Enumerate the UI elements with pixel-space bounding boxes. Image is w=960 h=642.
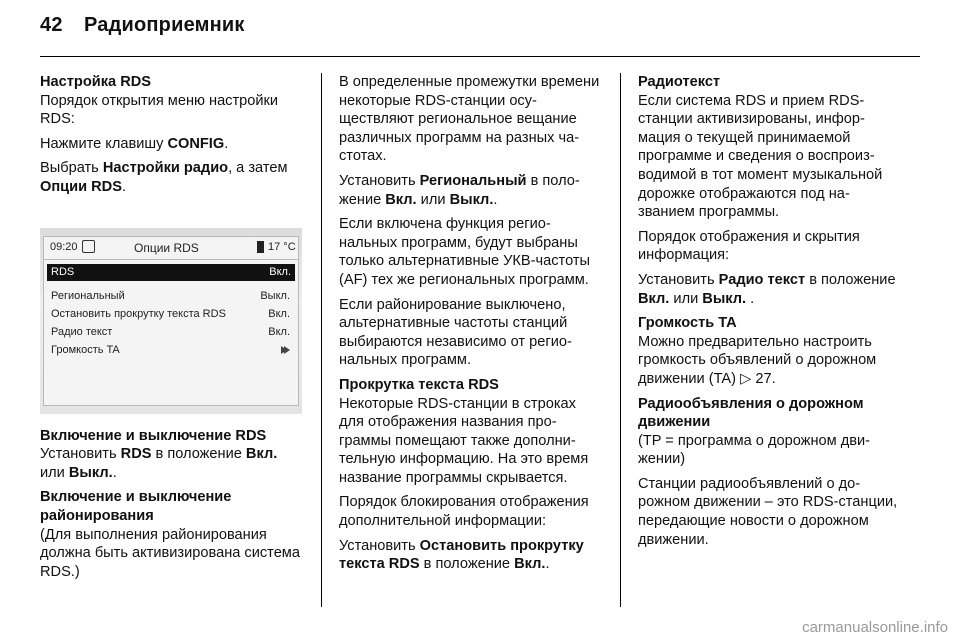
paragraph: Выбрать Настройки радио, а затем Опции RDS. bbox=[40, 160, 288, 195]
menu-row bbox=[51, 308, 290, 324]
header-rule bbox=[40, 56, 920, 57]
paragraph: Если районирование выключено, альтернативные частоты станций выбираются независимо от региональных программ. bbox=[339, 296, 572, 369]
back-icon bbox=[82, 240, 95, 253]
phone-icon bbox=[257, 241, 264, 253]
paragraph: Можно предварительно настроить громкость объявлений о дорожном движении (TA) ▷ 27. bbox=[638, 333, 877, 387]
column-2 bbox=[339, 73, 601, 580]
menu-row-label: Остановить прокрутку текста RDS bbox=[51, 308, 226, 320]
page-header bbox=[40, 14, 245, 37]
section-heading: Радиотекст bbox=[638, 74, 721, 90]
section-heading: Включение и выключение районирования bbox=[40, 489, 232, 524]
paragraph: Установить Остановить прокрутку текста RDS в положение Вкл.. bbox=[339, 537, 584, 573]
watermark: carmanualsonline.info bbox=[802, 619, 948, 636]
paragraph: Если система RDS и прием RDS-станции активизированы, информация о текущей принимаемой программе и сведения о воспроизводимой в тот момент музыкальной дорожке отображаются под названием программы. bbox=[638, 92, 883, 221]
menu-row-label: Региональный bbox=[51, 290, 125, 302]
menu-row-label: Радио текст bbox=[51, 326, 113, 338]
menu-row-value: Выкл. bbox=[260, 290, 290, 302]
column-3 bbox=[638, 73, 900, 555]
paragraph: Установить RDS в положение Вкл. или Выкл.. bbox=[40, 446, 278, 481]
page-title: Радиоприемник bbox=[84, 14, 245, 36]
section-heading: Радиообъявления о дорожном движении bbox=[638, 395, 864, 431]
page-reference-icon[interactable]: ▷ bbox=[740, 370, 752, 387]
menu-row bbox=[51, 344, 290, 360]
menu-row-label: Громкость TA bbox=[51, 344, 120, 356]
paragraph: Порядок отображения и скрытия информация: bbox=[638, 228, 860, 264]
section-heading: Громкость TA bbox=[638, 315, 737, 332]
radio-display-illustration bbox=[40, 228, 302, 414]
display-title: Опции RDS bbox=[134, 241, 199, 255]
chevron-right-icon bbox=[278, 344, 290, 356]
paragraph: Порядок блокирования отображения дополнительной информации: bbox=[339, 494, 589, 530]
section-heading: Прокрутка текста RDS bbox=[339, 376, 499, 393]
menu-row-value: Вкл. bbox=[268, 308, 290, 320]
menu-row-value: Вкл. bbox=[268, 326, 290, 338]
menu-row-label: RDS bbox=[51, 266, 75, 278]
menu-row-value: Вкл. bbox=[269, 266, 291, 278]
paragraph: Порядок открытия меню настройки RDS: bbox=[40, 92, 279, 128]
page-number: 42 bbox=[40, 14, 63, 36]
menu-row-selected bbox=[47, 264, 295, 281]
page-reference-link[interactable]: 27. bbox=[755, 370, 776, 387]
menu-row bbox=[51, 326, 290, 342]
section-heading: Включение и выключение RDS bbox=[40, 427, 267, 444]
display-panel bbox=[43, 236, 299, 406]
paragraph: Если включена функция региональных программ, будут выбраны только альтернативные УКВ-частоты (AF) тех же региональных программ. bbox=[339, 216, 591, 288]
display-status-bar bbox=[44, 237, 298, 260]
paragraph: (TP = программа о дорожном движении) bbox=[638, 432, 870, 468]
paragraph: Станции радиообъявлений о дорожном движении – это RDS-станции, передающие новости о дорожном движении. bbox=[638, 475, 898, 548]
column-divider bbox=[620, 73, 621, 607]
section-heading: Настройка RDS bbox=[40, 74, 152, 90]
paragraph: Установить Радио текст в положение Вкл. или Выкл. . bbox=[638, 271, 896, 307]
paragraph: (Для выполнения районирования должна быть активизирована система RDS.) bbox=[40, 526, 300, 580]
menu-row bbox=[51, 290, 290, 306]
display-temperature: 17 °C bbox=[268, 241, 296, 253]
display-time: 09:20 bbox=[50, 241, 78, 253]
paragraph: Установить Региональный в положение Вкл. или Выкл.. bbox=[339, 172, 580, 208]
paragraph: Некоторые RDS-станции в строках для отображения названия программы помещают также дополнительную информацию. На это время название программы скрывается. bbox=[339, 395, 589, 486]
paragraph: В определенные промежутки времени некоторые RDS-станции осуществляют региональное вещание различных программ на разных частотах. bbox=[339, 74, 600, 165]
column-divider bbox=[321, 73, 322, 607]
paragraph: Нажмите клавишу CONFIG. bbox=[40, 135, 229, 152]
